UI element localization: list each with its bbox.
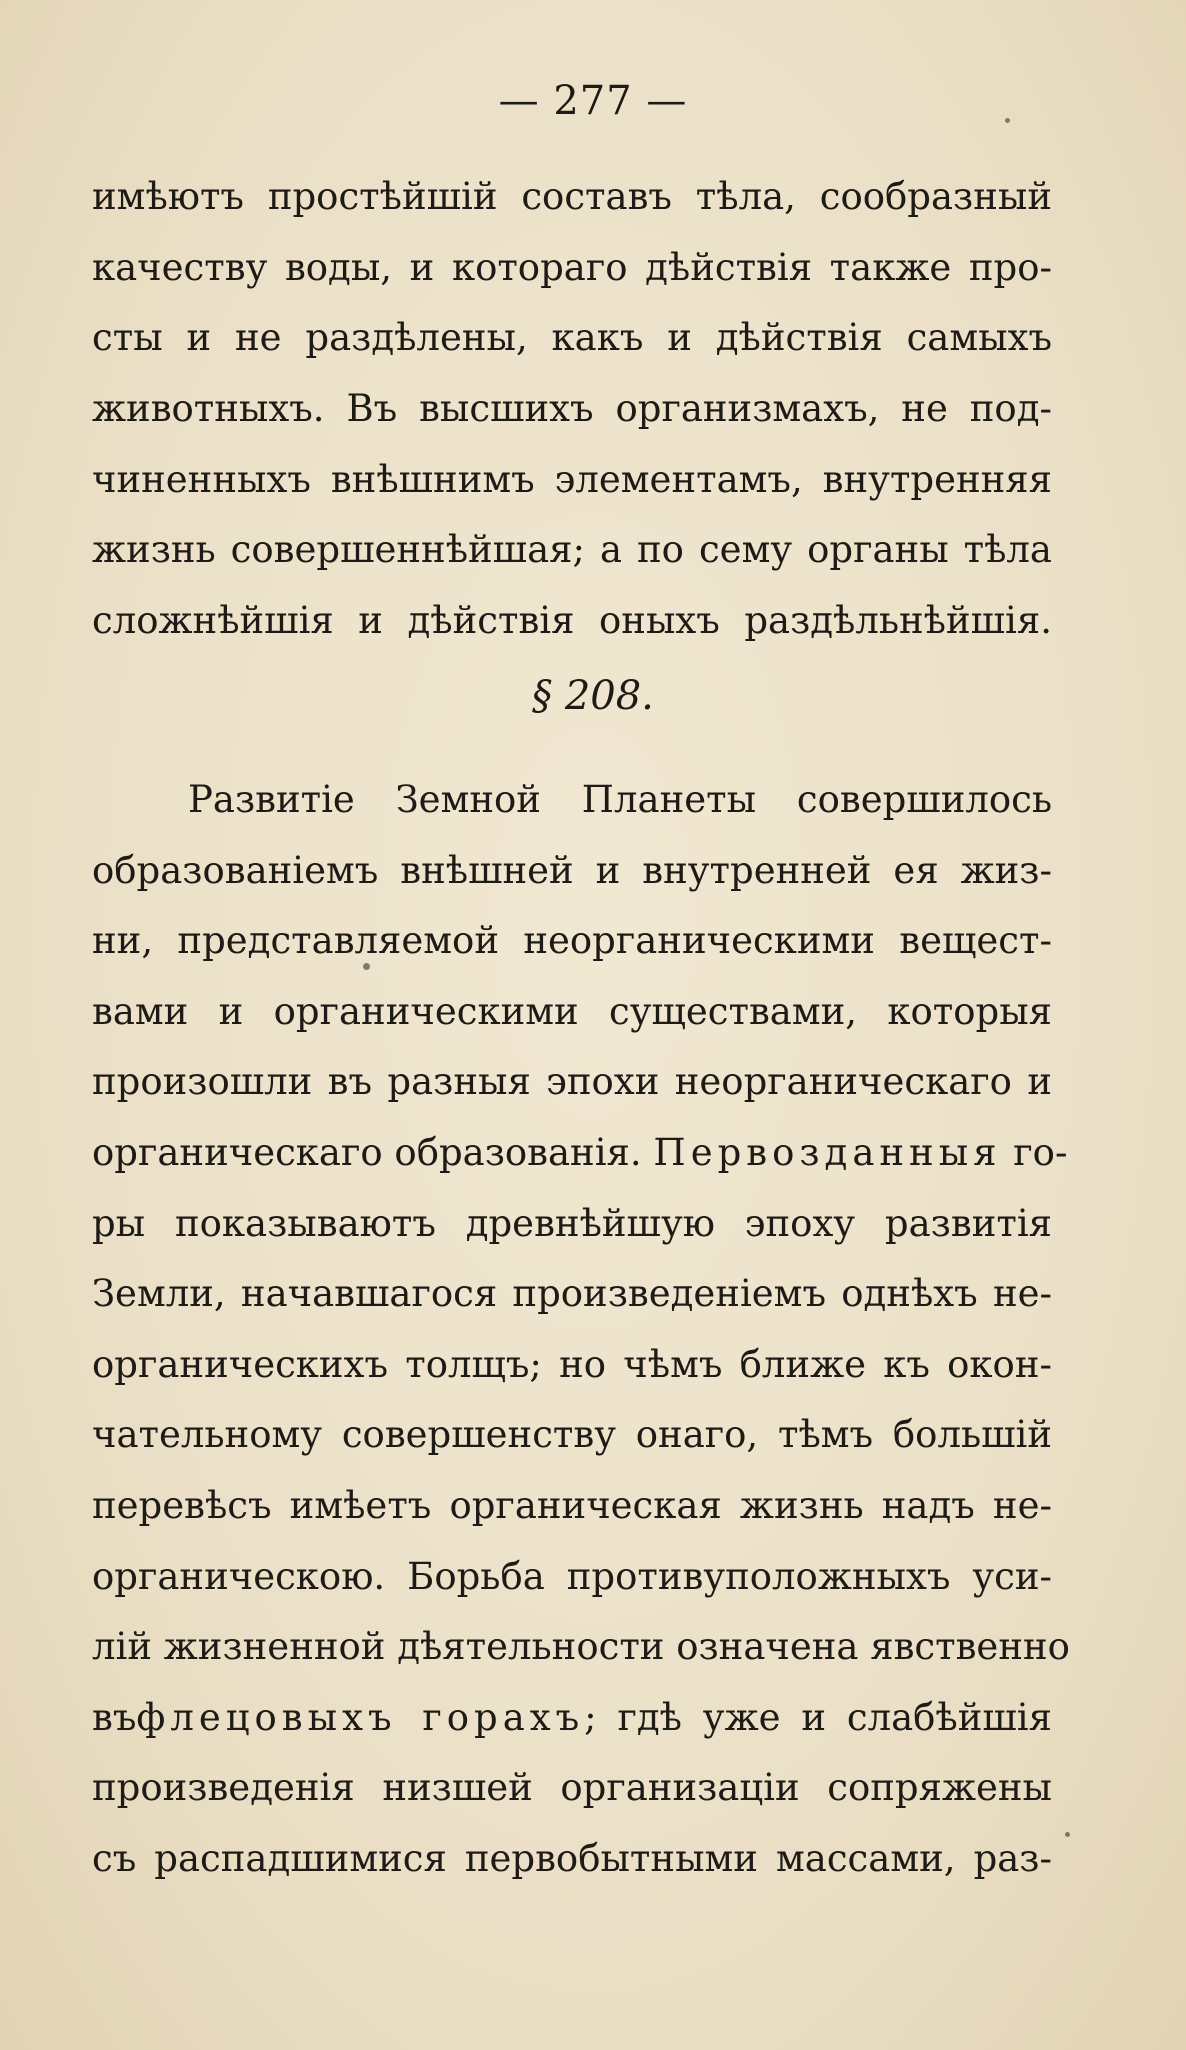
text-line: вами и органическими существами, которыя	[92, 990, 1052, 1033]
text-segment: го-	[1013, 1131, 1068, 1174]
text-line: имѣютъ простѣйшій составъ тѣла, сообразный	[92, 175, 1052, 218]
text-line: съ распадшимися первобытными массами, раз-	[92, 1837, 1052, 1880]
text-line: сложнѣйшія и дѣйствія оныхъ раздѣльнѣйшія.	[92, 599, 1052, 642]
ink-speck	[1065, 1832, 1070, 1837]
text-line: животныхъ. Въ высшихъ организмахъ, не под-	[92, 387, 1052, 430]
text-line: сты и не раздѣлены, какъ и дѣйствія самыхъ	[92, 316, 1052, 359]
text-line: чательному совершенству онаго, тѣмъ большій	[92, 1413, 1052, 1456]
text-line: лій жизненной дѣятельности означена явственно	[92, 1625, 1070, 1668]
text-segment: органическаго образованія.	[92, 1131, 642, 1174]
text-line	[92, 1128, 1068, 1178]
spaced-term: флецовыхъ горахъ	[136, 1696, 585, 1739]
text-line: образованіемъ внѣшней и внутренней ея жиз-	[92, 849, 1052, 892]
text-line: перевѣсъ имѣетъ органическая жизнь надъ не-	[92, 1484, 1052, 1527]
spaced-term: Первозданныя	[653, 1131, 1002, 1174]
text-line: Земли, начавшагося произведеніемъ однѣхъ не-	[92, 1272, 1052, 1315]
page-number: — 277 —	[498, 78, 688, 124]
text-line: произведенія низшей организаціи сопряжены	[92, 1766, 1052, 1809]
text-line	[92, 1693, 1052, 1743]
text-line: органическихъ толщъ; но чѣмъ ближе къ окон-	[92, 1343, 1052, 1386]
text-segment: въ	[92, 1696, 137, 1739]
text-line: ры показываютъ древнѣйшую эпоху развитія	[92, 1202, 1052, 1245]
text-line: ни, представляемой неорганическими вещест-	[92, 919, 1052, 962]
ink-speck	[363, 963, 370, 970]
text-segment: ; гдѣ уже и слабѣйшія	[584, 1696, 1052, 1739]
text-line: чиненныхъ внѣшнимъ элементамъ, внутренняя	[92, 458, 1052, 501]
section-heading: § 208.	[532, 673, 654, 719]
text-line: Развитіе Земной Планеты совершилось	[188, 778, 1052, 821]
text-line: жизнь совершеннѣйшая; а по сему органы тѣла	[92, 528, 1052, 571]
ink-speck	[1005, 118, 1010, 123]
text-line: произошли въ разныя эпохи неорганическаго и	[92, 1060, 1052, 1103]
text-line: качеству воды, и котораго дѣйствія также про-	[92, 246, 1052, 289]
text-line: органическою. Борьба противуположныхъ уси-	[92, 1555, 1052, 1598]
